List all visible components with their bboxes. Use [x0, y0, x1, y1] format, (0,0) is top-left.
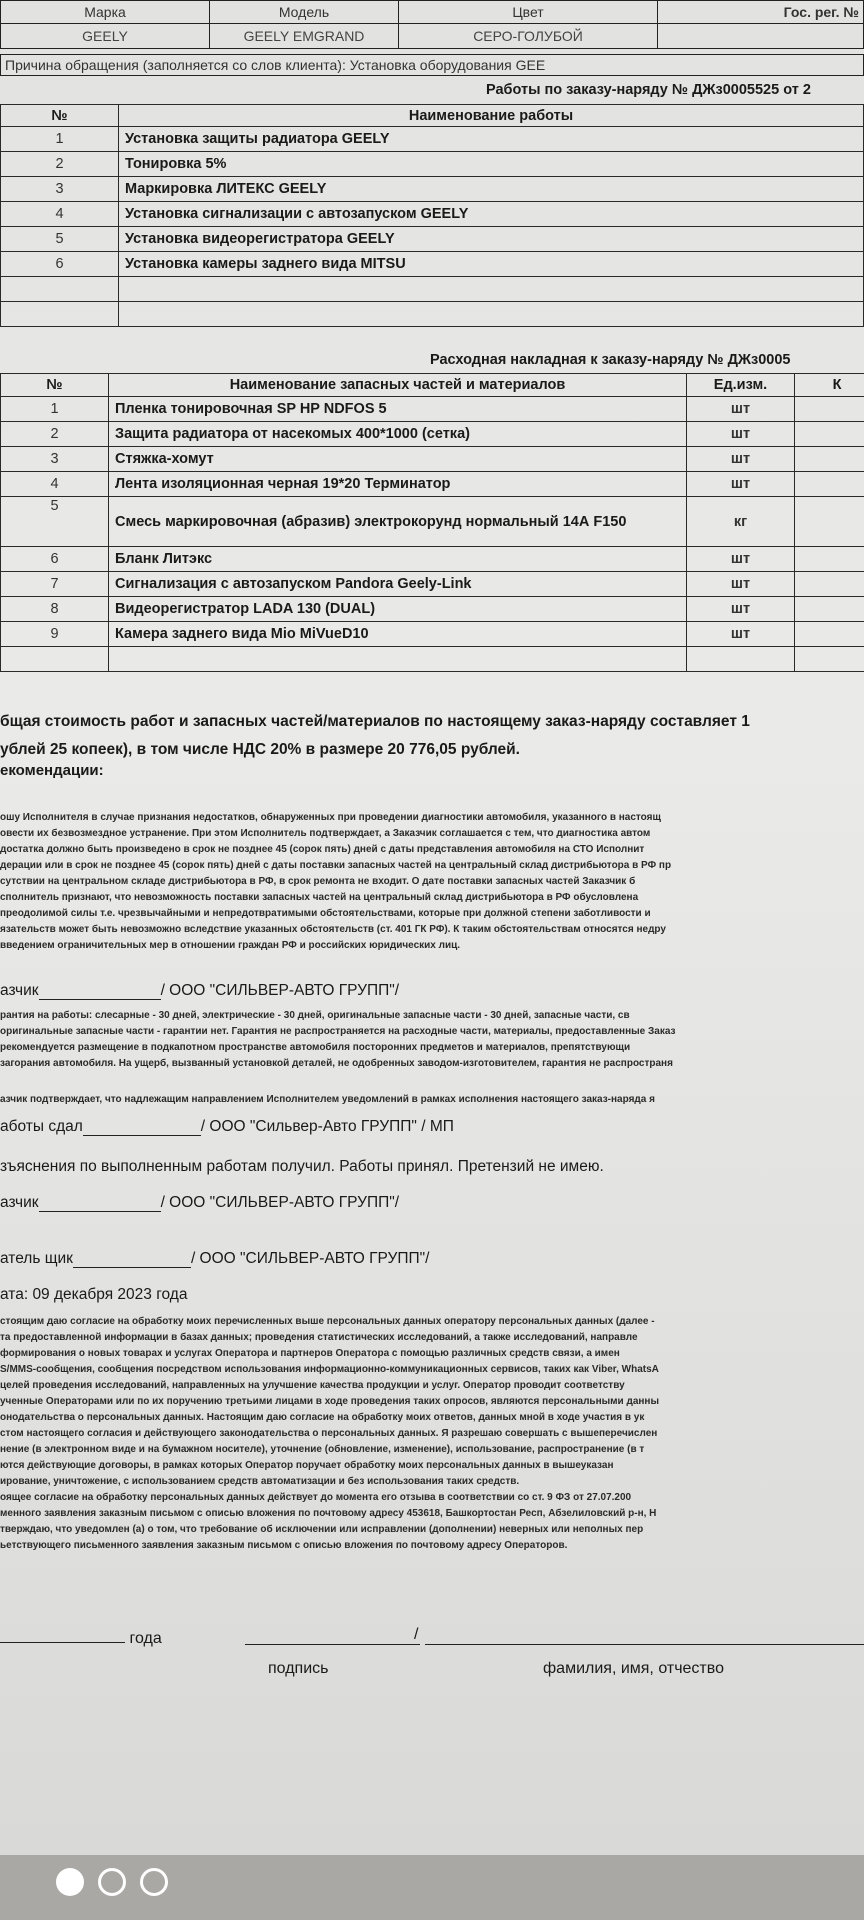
parts-row-unit: шт [687, 597, 795, 622]
works-row-name: Маркировка ЛИТЕКС GEELY [119, 177, 864, 202]
parts-row-empty [687, 647, 795, 672]
fio-caption: фамилия, имя, отчество [543, 1660, 724, 1677]
signature-label: азчик [0, 982, 39, 999]
works-row-name: Установка камеры заднего вида MITSU [119, 252, 864, 277]
works-row-name: Установка сигнализации с автозапуском GEELY [119, 202, 864, 227]
clause-line: ошу Исполнителя в случае признания недостатков, обнаруженных при проведении диагностики автомобиля, указанного в настоящ [0, 812, 661, 823]
works-col-num: № [1, 105, 119, 127]
parts-row-unit: шт [687, 422, 795, 447]
clause-line: нение (в электронном виде и на бумажном носителе), уточнение (обновление, изменение), использование, распространение (в т [0, 1444, 645, 1455]
clause-line: сполнитель признают, что невозможность поставки запасных частей на центральный склад дистрибьютора в РФ обусловлена [0, 892, 639, 903]
vehicle-header-brand: Марка [1, 1, 210, 24]
parts-row-num: 2 [1, 422, 109, 447]
payer-signature-line [0, 1250, 430, 1268]
parts-col-name: Наименование запасных частей и материалов [109, 374, 687, 397]
clause-line: рантия на работы: слесарные - 30 дней, электрические - 30 дней, оригинальные запасные части - 30 дней, запасные части, св [0, 1010, 630, 1021]
year-line [0, 1628, 162, 1648]
signature-label: атель щик [0, 1250, 73, 1267]
works-row-num: 3 [1, 177, 119, 202]
page-dot-1[interactable] [56, 1868, 84, 1896]
parts-row-unit: шт [687, 547, 795, 572]
parts-row-qty [795, 447, 864, 472]
clause-line: загорания автомобиля. На ущерб, вызванный установкой деталей, не одобренных заводом-изготовителем, гарантия не распространя [0, 1058, 673, 1069]
parts-row-num: 3 [1, 447, 109, 472]
total-line-1: бщая стоимость работ и запасных частей/материалов по настоящему заказ-наряду составляет 1 [0, 713, 750, 730]
clause-line: формирования о новых товарах и услугах Оператора и партнеров Оператора с помощью различных средств связи, а имен [0, 1348, 620, 1359]
clause-line: менного заявления заказным письмом с описью вложения по почтовому адресу 453618, Башкортостан Респ, Абзелиловский р-н, Н [0, 1508, 657, 1519]
vehicle-color: СЕРО-ГОЛУБОЙ [399, 24, 658, 49]
clause-personal-data [0, 1314, 864, 1554]
parts-row-num: 1 [1, 397, 109, 422]
work-handed-line [0, 1118, 454, 1136]
parts-row-name: Видеорегистратор LADA 130 (DUAL) [109, 597, 687, 622]
parts-row-qty [795, 472, 864, 497]
parts-row-name: Смесь маркировочная (абразив) электрокорунд нормальный 14А F150 [109, 497, 687, 547]
parts-row-empty [1, 647, 109, 672]
parts-row-unit: шт [687, 622, 795, 647]
total-line-2: ублей 25 копеек), в том числе НДС 20% в размере 20 776,05 рублей. [0, 741, 520, 758]
signature-blank [245, 1644, 420, 1645]
vehicle-header-color: Цвет [399, 1, 658, 24]
vehicle-brand: GEELY [1, 24, 210, 49]
clause-line: оящее согласие на обработку персональных данных действует до момента его отзыва в соответствии со ст. 9 ФЗ от 27.07.200 [0, 1492, 632, 1503]
parts-row-unit: шт [687, 572, 795, 597]
customer-signature-line-1 [0, 982, 399, 1000]
customer-signature-line-2 [0, 1194, 399, 1212]
signature-org: / ООО "СИЛЬВЕР-АВТО ГРУПП"/ [190, 1250, 430, 1267]
parts-row-num: 4 [1, 472, 109, 497]
signature-label: азчик [0, 1194, 39, 1211]
parts-row-unit: кг [687, 497, 795, 547]
clause-line: стоящим даю согласие на обработку моих перечисленных выше персональных данных оператору персональных данных (далее - [0, 1316, 655, 1327]
parts-row-num: 9 [1, 622, 109, 647]
parts-row-name: Стяжка-хомут [109, 447, 687, 472]
works-row-name: Тонировка 5% [119, 152, 864, 177]
fio-blank [425, 1644, 864, 1645]
clause-line: достатка должно быть произведено в срок не позднее 45 (сорок пять) дней с даты представления автомобиля на СТО Исполнит [0, 844, 645, 855]
parts-col-qty: К [795, 374, 864, 397]
parts-row-qty [795, 622, 864, 647]
works-row-empty [1, 277, 119, 302]
clause-line: ьетствующего письменного заявления заказным письмом с описью вложения по почтовому адресу Операторов. [0, 1540, 568, 1551]
vehicle-model: GEELY EMGRAND [210, 24, 399, 49]
signature-blank [73, 1253, 191, 1268]
clause-line: S/MMS-сообщения, сообщения посредством использования информационно-коммуникационных сервисов, таких как Viber, WhatsA [0, 1364, 659, 1375]
parts-row-unit: шт [687, 447, 795, 472]
clause-diagnostics [0, 810, 864, 954]
clause-line: та предоставленной информации в базах данных; проведения статистических исследований, а также исследований, направле [0, 1332, 638, 1343]
vehicle-table [0, 0, 864, 49]
vehicle-plate [658, 24, 864, 49]
parts-row-qty [795, 572, 864, 597]
works-row-num: 5 [1, 227, 119, 252]
signature-org: / ООО "СИЛЬВЕР-АВТО ГРУПП"/ [160, 1194, 400, 1211]
signature-org: / ООО "СИЛЬВЕР-АВТО ГРУПП"/ [160, 982, 400, 999]
clause-line: онодательства о персональных данных. Настоящим даю согласие на обработку моих ответов, данных мной в ходе участия в ук [0, 1412, 645, 1423]
parts-row-qty [795, 497, 864, 547]
reason-line: Причина обращения (заполняется со слов клиента): Установка оборудования GEE [0, 54, 864, 76]
parts-row-name: Лента изоляционная черная 19*20 Терминатор [109, 472, 687, 497]
clause-line: стом настоящего согласия и действующего законодательства о персональных данных. Я разрешаю совершать с вышеперечислен [0, 1428, 658, 1439]
clause-line: оригинальные запасные части - гарантии нет. Гарантия не распространяется на расходные части, материалы, предоставленные Заказ [0, 1026, 676, 1037]
clause-line: целей проведения исследований, направленных на улучшение качества продукции и услуг. Оператор проводит соответству [0, 1380, 625, 1391]
parts-row-num: 7 [1, 572, 109, 597]
signature-org: / ООО "Сильвер-Авто ГРУПП" / МП [200, 1118, 454, 1135]
parts-row-num: 8 [1, 597, 109, 622]
works-row-empty [1, 302, 119, 327]
parts-row-qty [795, 597, 864, 622]
page-dot-3[interactable] [140, 1868, 168, 1896]
parts-row-num: 6 [1, 547, 109, 572]
parts-title: Расходная накладная к заказу-наряду № ДЖз0005 [430, 352, 791, 368]
clause-line: язательств может быть невозможно вследствие указанных обстоятельств (ст. 401 ГК РФ). К таким обстоятельствам относятся недру [0, 924, 666, 935]
parts-row-name: Пленка тонировочная SP HP NDFOS 5 [109, 397, 687, 422]
clause-line: введением ограничительных мер в отношении граждан РФ и российских юридических лиц. [0, 940, 461, 951]
parts-col-unit: Ед.изм. [687, 374, 795, 397]
parts-row-qty [795, 547, 864, 572]
parts-row-unit: шт [687, 472, 795, 497]
parts-row-num: 5 [1, 497, 109, 547]
clause-line: дерации или в срок не позднее 45 (сорок пять) дней с даты поставки запасных частей на центральный склад дистрибьютора в РФ пр [0, 860, 672, 871]
signature-label: аботы сдал [0, 1118, 83, 1135]
signature-blank [83, 1121, 201, 1136]
clause-line: ются действующие договоры, в рамках которых Оператор поручает обработку моих персональных данных в вышеуказан [0, 1460, 614, 1471]
works-row-empty [119, 277, 864, 302]
works-row-name: Установка видеорегистратора GEELY [119, 227, 864, 252]
clause-line: тверждаю, что уведомлен (а) о том, что требование об исключении или исправлении (дополнении) неверных или неполных пер [0, 1524, 644, 1535]
signature-caption: подпись [268, 1660, 329, 1677]
parts-table [0, 373, 864, 672]
clause-notifications: азчик подтверждает, что надлежащим направлением Исполнителем уведомлений в рамках исполнения настоящего заказ-наряда я [0, 1094, 655, 1105]
clause-line: ирование, уничтожение, с использованием средств автоматизации и без использования таких средств. [0, 1476, 520, 1487]
parts-row-name: Бланк Литэкс [109, 547, 687, 572]
parts-row-unit: шт [687, 397, 795, 422]
parts-row-empty [795, 647, 864, 672]
year-blank [0, 1628, 125, 1643]
total-cost [0, 708, 750, 764]
clause-warranty [0, 1008, 864, 1072]
parts-row-name: Защита радиатора от насекомых 400*1000 (сетка) [109, 422, 687, 447]
works-col-name: Наименование работы [119, 105, 864, 127]
clause-line: сутствии на центральном складе дистрибьютора в РФ, в срок ремонта не входит. О дате поставки запасных частей Заказчик б [0, 876, 636, 887]
work-accepted-statement: зъяснения по выполненным работам получил. Работы принял. Претензий не имею. [0, 1158, 604, 1175]
clause-line: рекомендуется размещение в подкапотном пространстве автомобиля посторонних предметов и материалов, препятствующи [0, 1042, 631, 1053]
vehicle-header-plate: Гос. рег. № [658, 1, 864, 24]
recommendations-label: екомендации: [0, 762, 104, 779]
works-row-num: 2 [1, 152, 119, 177]
parts-row-empty [109, 647, 687, 672]
works-title: Работы по заказу-наряду № ДЖз0005525 от 2 [486, 82, 811, 98]
works-row-num: 1 [1, 127, 119, 152]
clause-line: преодолимой силы т.е. чрезвычайными и непредотвратимыми обстоятельствами, которые при должной степени заботливости и [0, 908, 651, 919]
page-dot-2[interactable] [98, 1868, 126, 1896]
clause-line: ученные Операторами или по их поручению третьими лицами в ходе проведения таких опросов, являются персональными данны [0, 1396, 659, 1407]
parts-row-name: Сигнализация с автозапуском Pandora Geely-Link [109, 572, 687, 597]
works-row-empty [119, 302, 864, 327]
vehicle-header-model: Модель [210, 1, 399, 24]
works-row-num: 4 [1, 202, 119, 227]
signature-blank [39, 1197, 161, 1212]
signature-slash: / [414, 1626, 419, 1643]
page-indicator [56, 1862, 168, 1902]
document-date: ата: 09 декабря 2023 года [0, 1286, 188, 1303]
works-row-num: 6 [1, 252, 119, 277]
parts-row-qty [795, 397, 864, 422]
parts-col-num: № [1, 374, 109, 397]
signature-blank [39, 985, 161, 1000]
works-row-name: Установка защиты радиатора GEELY [119, 127, 864, 152]
works-table [0, 104, 864, 327]
year-word: года [129, 1630, 162, 1647]
parts-row-qty [795, 422, 864, 447]
parts-row-name: Камера заднего вида Mio MiVueD10 [109, 622, 687, 647]
clause-line: овести их безвозмездное устранение. При этом Исполнитель подтверждает, а Заказчик соглашается с тем, что диагностика автом [0, 828, 651, 839]
